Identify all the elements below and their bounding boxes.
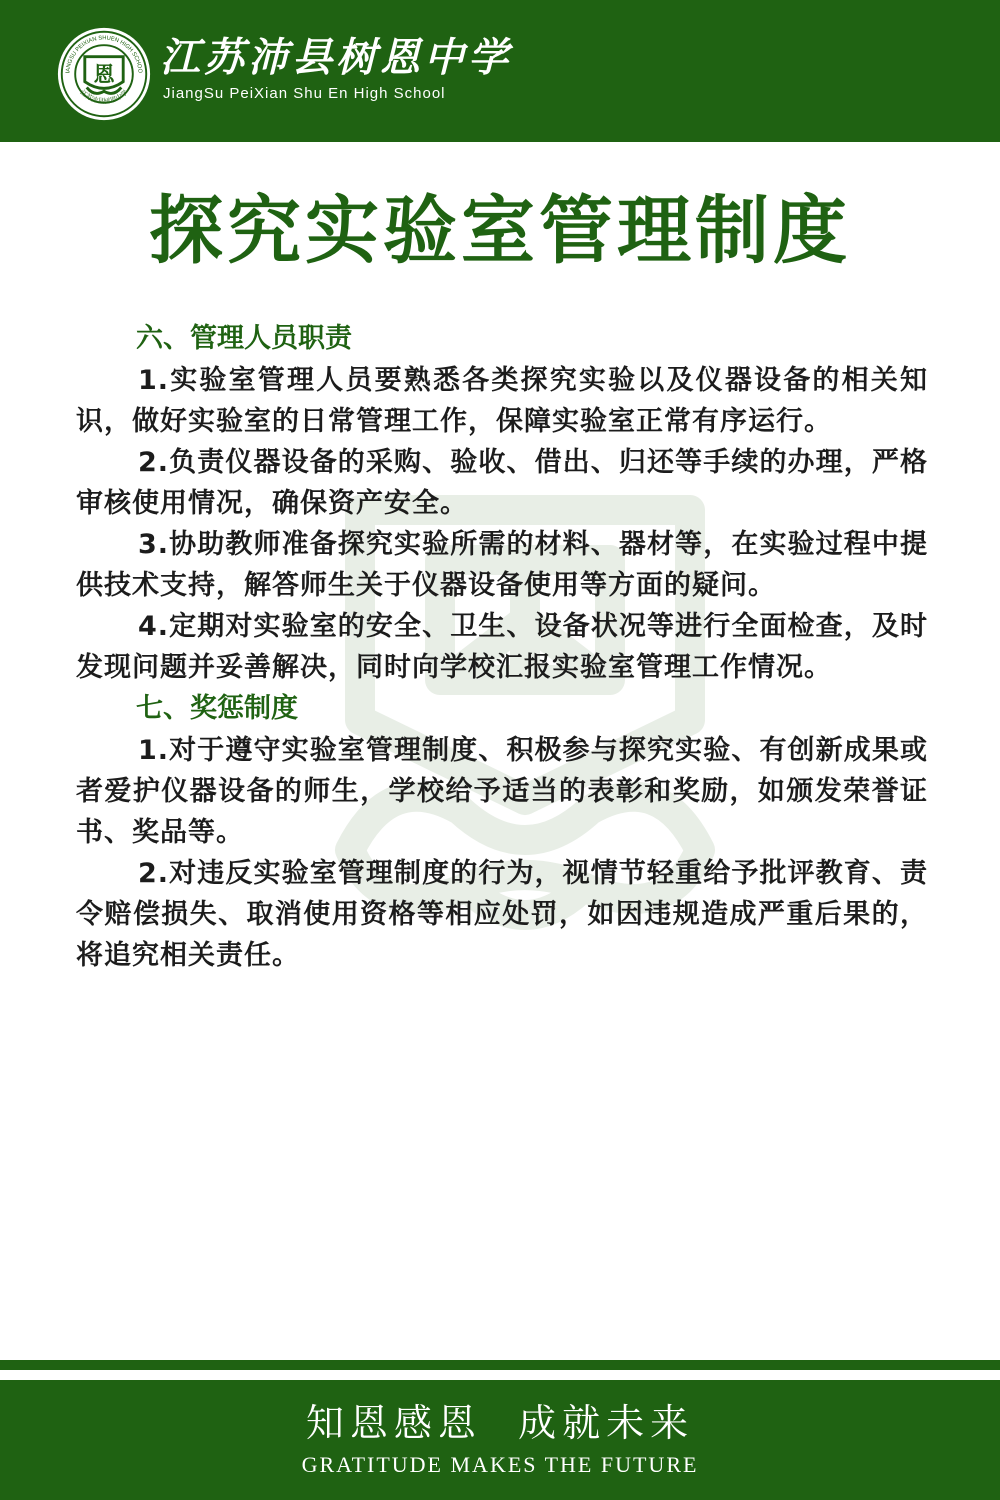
school-logo-icon xyxy=(56,26,152,122)
motto-en: GRATITUDE MAKES THE FUTURE xyxy=(301,1452,699,1477)
rule-paragraph: 4.定期对实验室的安全、卫生、设备状况等进行全面检查，及时发现问题并妥善解决，同时向学校汇报实验室管理工作情况。 xyxy=(76,611,928,683)
motto-cn: 知恩感恩 成就未来 xyxy=(305,1401,695,1445)
logo-bottom-text: 江苏沛县树恩中学 xyxy=(78,88,130,106)
rule-paragraph: 3.协助教师准备探究实验所需的材料、器材等，在实验过程中提供技术支持，解答师生关于仪器设备使用等方面的疑问。 xyxy=(76,529,928,601)
section-rewards-penalties xyxy=(76,688,928,976)
rule-paragraph: 1.对于遵守实验室管理制度、积极参与探究实验、有创新成果或者爱护仪器设备的师生，学校给予适当的表彰和奖励，如颁发荣誉证书、奖品等。 xyxy=(76,735,928,848)
logo-center-char: 恩 xyxy=(93,61,115,87)
section-duties xyxy=(76,318,928,688)
school-name-en: JiangSu PeiXian Shu En High School xyxy=(163,85,446,102)
rule-paragraph: 2.负责仪器设备的采购、验收、借出、归还等手续的办理，严格审核使用情况，确保资产安全。 xyxy=(76,447,928,519)
page-title: 探究实验室管理制度 xyxy=(149,188,851,274)
rule-paragraph: 1.实验室管理人员要熟悉各类探究实验以及仪器设备的相关知识，做好实验室的日常管理工作，保障实验室正常有序运行。 xyxy=(76,365,928,437)
regulation-content xyxy=(76,318,928,976)
rule-paragraph: 2.对违反实验室管理制度的行为，视情节轻重给予批评教育、责令赔偿损失、取消使用资格等相应处罚，如因违规造成严重后果的，将追究相关责任。 xyxy=(76,858,928,971)
header-banner xyxy=(0,0,1000,142)
section-heading: 七、奖惩制度 xyxy=(136,693,298,724)
logo-ring-text: IANGSU PEIXIAN SHUEN HIGH SCHOO xyxy=(65,35,143,74)
school-name-cn: 江苏沛县树恩中学 xyxy=(160,34,512,81)
footer-divider xyxy=(0,1360,1000,1370)
section-heading: 六、管理人员职责 xyxy=(136,323,352,354)
